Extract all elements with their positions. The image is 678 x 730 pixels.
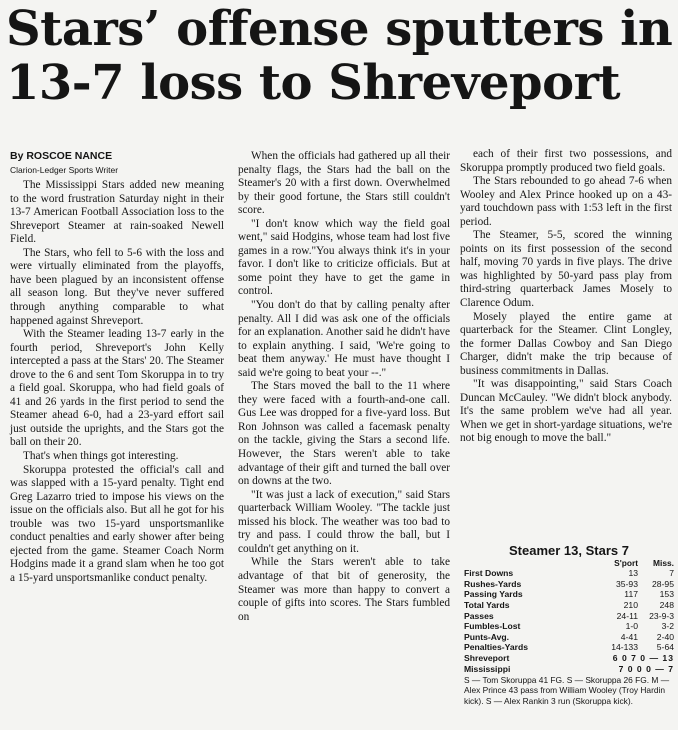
linescore-row [464, 653, 674, 664]
linescore-scores: 7 0 0 0 — 7 [618, 663, 674, 674]
paragraph: Skoruppa protested the official's call and was slapped with a 15-yard penalty. Tight end Greg Lazarro tried to impose his views on the issue on the officials also. But all he got for his trouble was two 15-yard unsportsmanlike conduct penalties and early shower after being ejected from the game. Steamer Coach Norm Hodgins made it a grand slam when he too got a 15-yard unsportsmanlike conduct penalty. [10, 463, 224, 584]
stat-row [464, 589, 674, 600]
stat-value-a: 210 [623, 599, 638, 610]
paragraph: The Stars, who fell to 5-6 with the loss and were virtually eliminated from the playoffs, have been plagued by an inconsistent offense all season long. But they've never suffered through anything comparable to what happened against Shreveport. [10, 246, 224, 327]
paragraph: The Stars moved the ball to the 11 where they were faced with a fourth-and-one call. Gus Lee was dropped for a five-yard loss. But Ron Johnson was called a facemask penalty on the tackle, giving the Stars a second life. However, the Stars weren't able to take advantage of their gift and turned the ball over on downs at the two. [238, 380, 450, 488]
box-score-header [464, 558, 674, 569]
linescore-scores: 6 0 7 0 — 13 [612, 652, 674, 663]
team-b-header: Miss. [653, 557, 674, 568]
stat-label: Penalties-Yards [464, 642, 529, 653]
stat-label: Rushes-Yards [464, 578, 522, 589]
paragraph: "I don't know which way the field goal went," said Hodgins, whose team had lost five games in a row."You always think it's in your favor. I don't like to criticize officials. But at some point they have to get the game in control. [238, 217, 450, 298]
stat-label: First Downs [464, 568, 514, 579]
stat-value-b: 7 [669, 568, 674, 579]
paragraph: The Mississippi Stars added new meaning to the word frustration Saturday night in their 13-7 American Football Association loss to the Shreveport Steamer at rain-soaked Newell Field. [10, 179, 224, 246]
stat-row [464, 579, 674, 590]
stat-value-a: 1-0 [625, 621, 638, 632]
article-column-3 [460, 148, 672, 446]
headline-line-1: Stars’ offense sputters in [6, 1, 673, 57]
paragraph: That's when things got interesting. [23, 450, 179, 463]
article-column-2 [238, 150, 450, 624]
stat-row [464, 642, 674, 653]
stat-row [464, 611, 674, 622]
stat-value-a: 24-11 [616, 610, 638, 621]
byline-affiliation: Clarion-Ledger Sports Writer [10, 164, 119, 175]
stat-label: Passing Yards [464, 589, 523, 600]
headline-line-2: 13-7 loss to Shreveport [6, 55, 621, 111]
stat-row [464, 632, 674, 643]
box-score-title: Steamer 13, Stars 7 [509, 543, 629, 558]
team-a-header: S'port [614, 557, 638, 568]
article-column-1 [10, 148, 224, 586]
stat-value-b: 248 [659, 599, 674, 610]
paragraph: each of their first two possessions, and Skoruppa promptly produced two field goals. [460, 148, 672, 174]
headline [6, 2, 674, 110]
linescore-team: Shreveport [464, 652, 510, 663]
stat-value-b: 23-9-3 [649, 610, 674, 621]
byline: By ROSCOE NANCE [10, 150, 113, 162]
stat-value-b: 28-95 [652, 578, 674, 589]
stat-value-a: 13 [628, 568, 638, 579]
paragraph: With the Steamer leading 13-7 early in the fourth period, Shreveport's John Kelly intercepted a pass at the Stars' 20. The Steamer drove to the 6 and sent Tom Skoruppa in to try a field goal. Skoruppa, who had field goals of 41 and 26 yards in the first period to send the Steamer ahead 6-0, had a 23-yard effort sail just outside the uprights, and the Stars got the ball on their 20. [10, 328, 224, 449]
stat-value-b: 153 [659, 589, 674, 600]
stat-label: Fumbles-Lost [464, 621, 521, 632]
stat-value-a: 117 [624, 589, 638, 600]
stat-value-a: 4-41 [620, 631, 638, 642]
stat-value-a: 35-93 [616, 578, 638, 589]
linescore-row [464, 664, 674, 675]
paragraph: "It was just a lack of execution," said Stars quarterback William Wooley. "The tackle just missed his block. The weather was too bad to try and pass. I could throw the ball, but I couldn't get anything on it. [238, 488, 450, 555]
stat-value-b: 2-40 [656, 631, 674, 642]
stat-value-b: 5-64 [656, 642, 674, 653]
stat-row [464, 568, 674, 579]
stat-label: Passes [464, 610, 494, 621]
paragraph: The Stars rebounded to go ahead 7-6 when Wooley and Alex Prince hooked up on a 43-yard touchdown pass with 1:53 left in the first period. [460, 175, 672, 228]
stat-value-a: 14-133 [611, 642, 638, 653]
stat-row [464, 621, 674, 632]
paragraph: "You don't do that by calling penalty after penalty. All I did was ask one of the officials for an explanation. Another said he didn't have to explain anything. I said, 'We're going to beat them anyway.' He must have thought I said we're going to beat your --." [238, 299, 450, 379]
stat-label: Punts-Avg. [464, 631, 510, 642]
stat-row [464, 600, 674, 611]
paragraph: While the Stars weren't able to take advantage of that bit of generosity, the Steamer was more than happy to convert a couple of gifts into scores. The Stars fumbled on [238, 556, 450, 623]
stat-label: Total Yards [464, 599, 510, 610]
paragraph: "It was disappointing," said Stars Coach Duncan McCauley. "We didn't block anybody. It's the same problem we've had all year. When we get in short-yardage situations, we're not big enough to move the ball." [460, 378, 672, 445]
paragraph: When the officials had gathered up all their penalty flags, the Stars had the ball on the Steamer's 20 with a first down. Overwhelmed by their good fortune, the Stars still couldn't score. [238, 150, 450, 217]
scoring-summary: S — Tom Skoruppa 41 FG. S — Skoruppa 26 FG. M — Alex Prince 43 pass from William Wooley (Troy Hardin kick). S — Alex Rankin 3 run (Skoruppa kick). [464, 675, 670, 706]
linescore-team: Mississippi [464, 663, 511, 674]
stat-value-b: 3-2 [661, 621, 674, 632]
box-score [464, 543, 674, 706]
paragraph: The Steamer, 5-5, scored the winning points on its first possession of the second half, moving 70 yards in five plays. The drive was highlighted by 50-yard pass play from third-string quarterback James Mosely to Clarence Odum. [460, 229, 672, 310]
paragraph: Mosely played the entire game at quarterback for the Steamer. Clint Longley, the former Dallas Cowboy and San Diego Charger, didn't make the trip because of business commitments in Dallas. [460, 310, 672, 377]
